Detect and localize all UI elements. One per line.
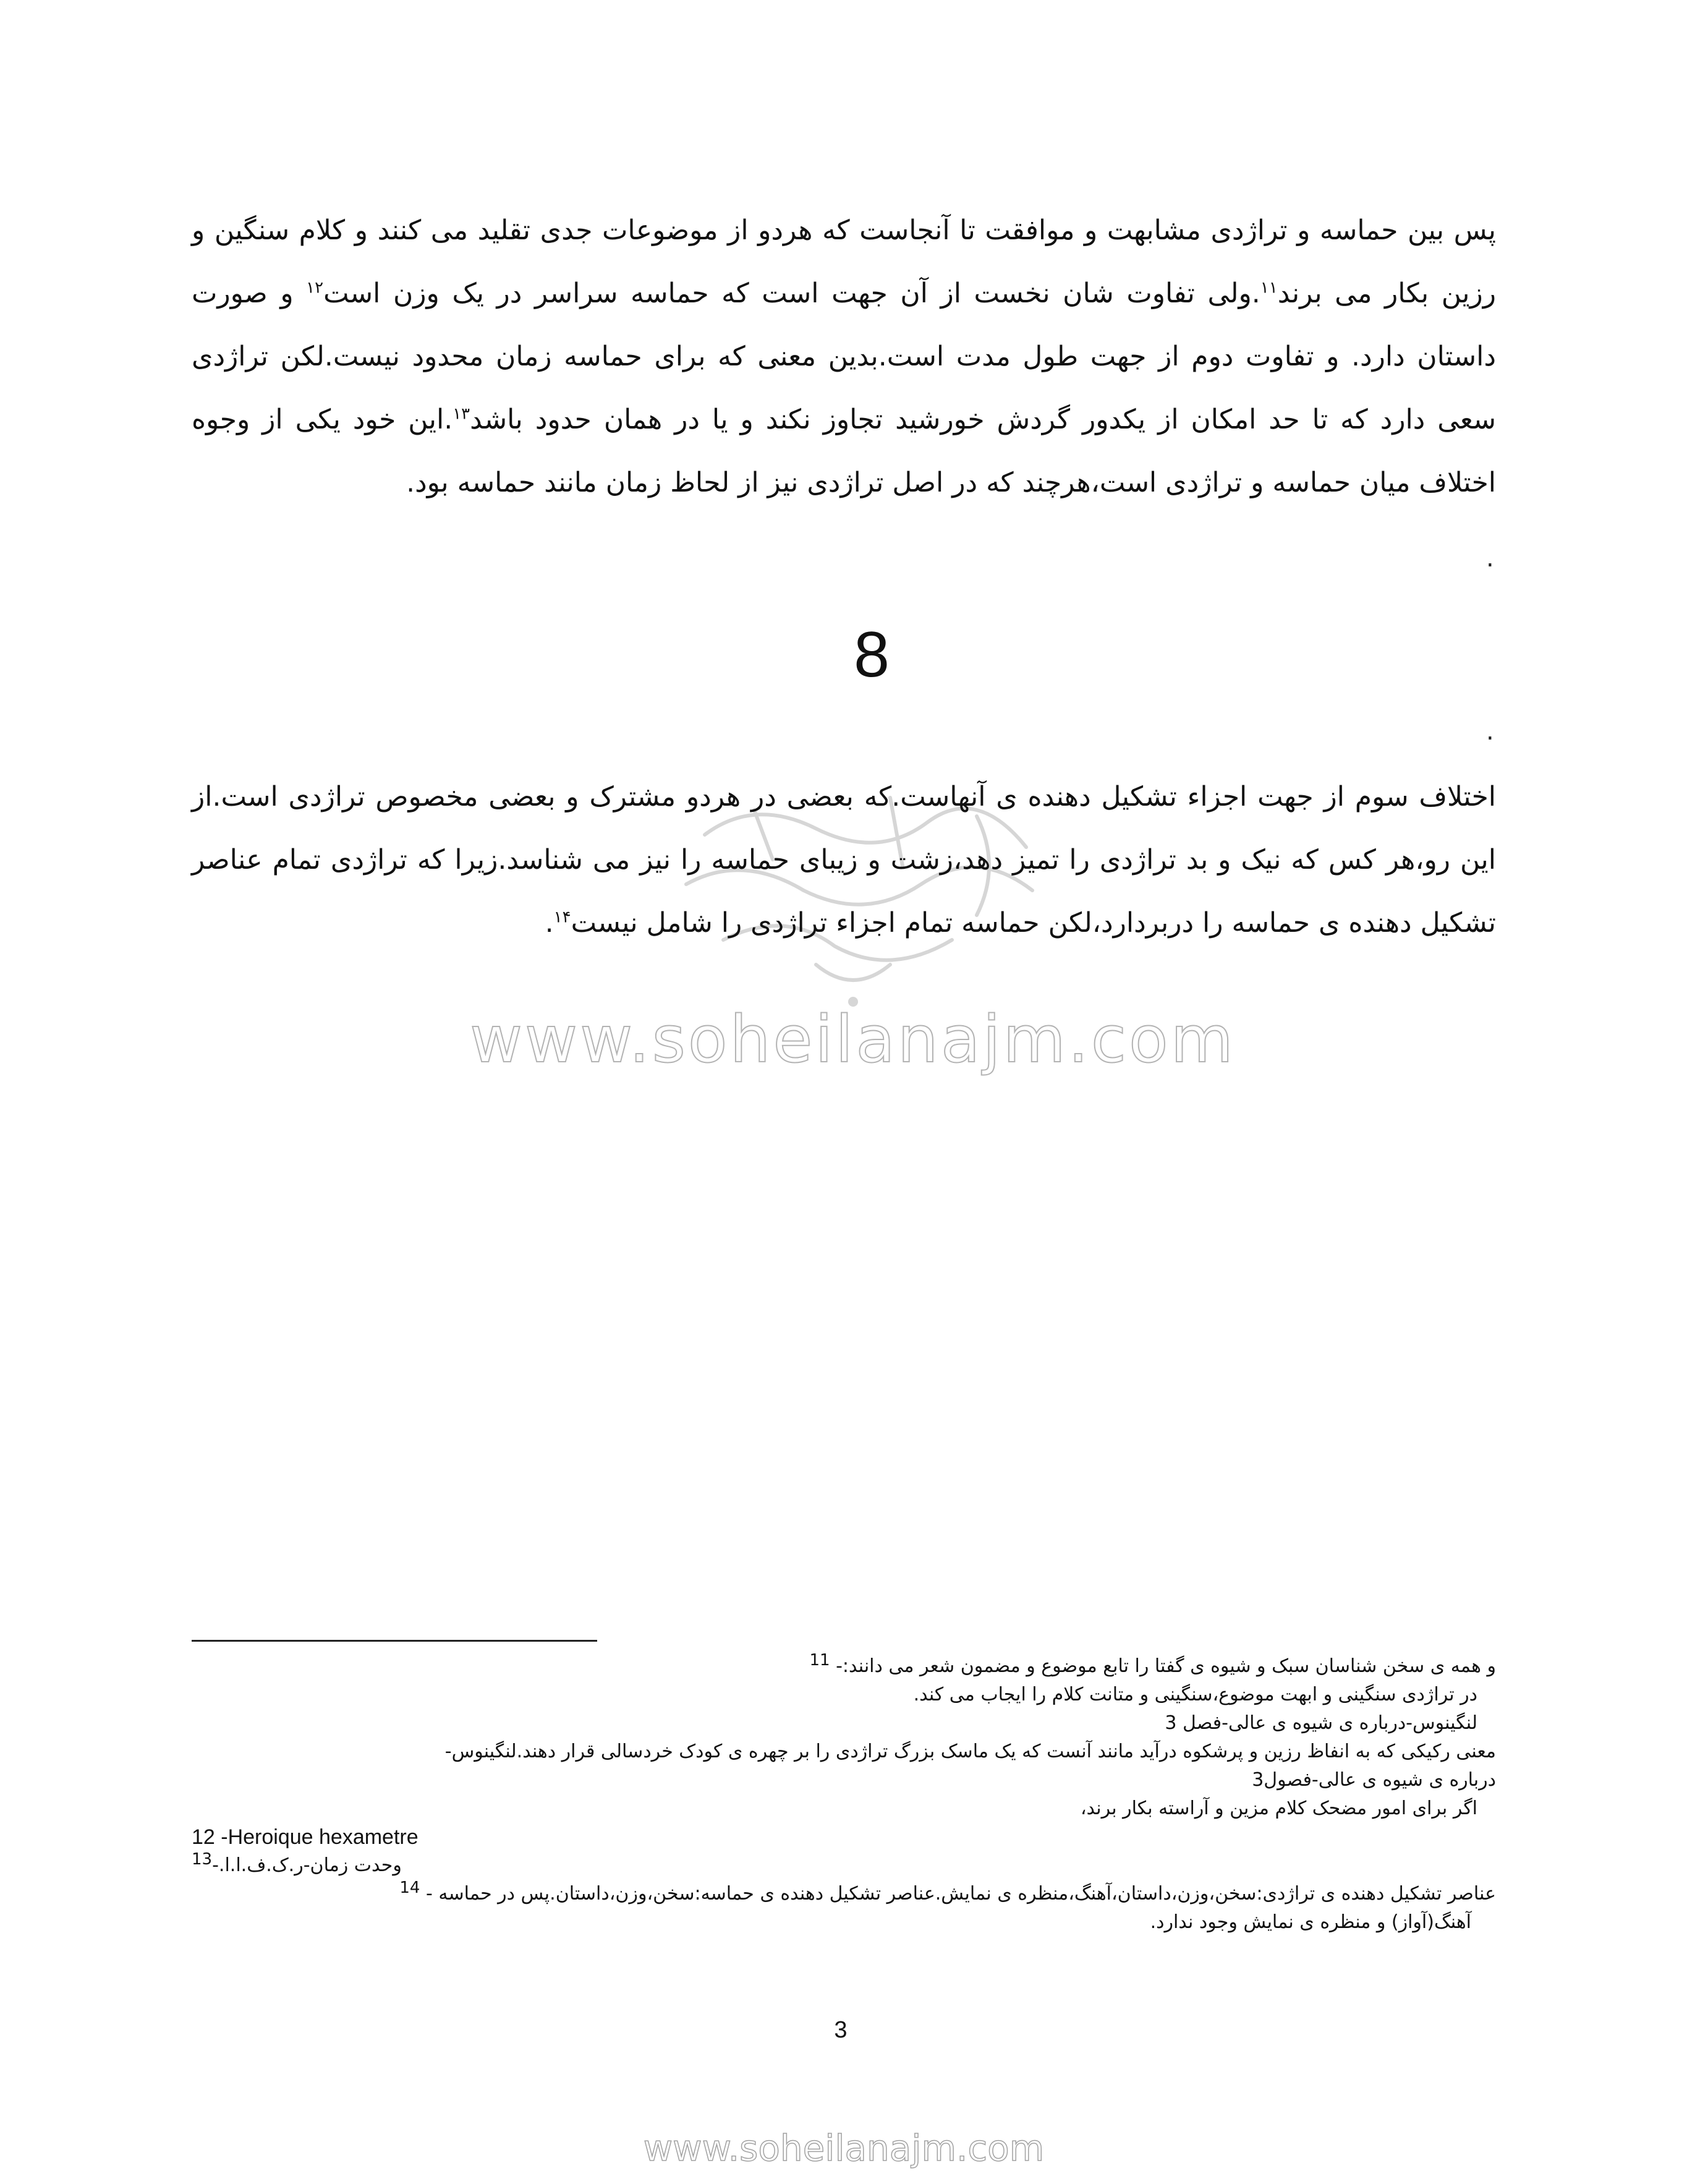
footnote-14-number: 14 bbox=[399, 1880, 420, 1897]
section-number: 8 bbox=[854, 619, 890, 691]
footnote-11-line-2: در تراژدی سنگینی و ابهت موضوع،سنگینی و متانت کلام را ایجاب می کند. bbox=[913, 1684, 1477, 1705]
footnote-11-text: و همه ی سخن شناسان سبک و شیوه ی گفتا را تابع موضوع و مضمون شعر می دانند:- bbox=[836, 1655, 1496, 1677]
footnote-11 bbox=[192, 1652, 1496, 1681]
paragraph-2 bbox=[192, 766, 1496, 955]
footnote-13 bbox=[192, 1851, 1496, 1880]
footnotes bbox=[192, 1652, 1496, 1937]
paragraph-1-text-a: پس بین حماسه و تراژدی مشابهت و موافقت تا آنجاست که هردو از موضوعات جدی تقلید می کنند و کلام سنگین و رزین بکار می برند bbox=[192, 215, 1496, 309]
footnote-11-line-5: درباره ی شیوه ی عالی-فصول3 bbox=[1252, 1769, 1496, 1791]
footnote-ref-13[interactable]: ۱۳ bbox=[453, 404, 470, 424]
footnote-12: 12 -Heroique hexametre bbox=[192, 1825, 419, 1849]
paragraph-1-text-d: .این خود یکی از وجوه اختلاف میان حماسه و تراژدی است،هرچند که در اصل تراژدی نیز از لحاظ زمان مانند حماسه بود. bbox=[192, 404, 1496, 498]
watermark-url: www.soheilanajm.com bbox=[470, 1002, 1236, 1077]
footnote-11-number: 11 bbox=[809, 1652, 830, 1670]
footnote-14-text: عناصر تشکیل دهنده ی تراژدی:سخن،وزن،داستان،آهنگ،منظره ی نمایش.عناصر تشکیل دهنده ی حماسه:سخن،وزن،داستان.پس در حماسه - bbox=[426, 1883, 1496, 1905]
footnote-13-text: وحدت زمان-ر.ک.ف.ا.ا.- bbox=[212, 1854, 402, 1876]
footnote-separator bbox=[192, 1640, 597, 1642]
footnote-13-number: 13 bbox=[192, 1851, 213, 1869]
stray-dot-2: . bbox=[1486, 717, 1494, 746]
paragraph-2-text-b: . bbox=[545, 907, 554, 939]
footnote-ref-11[interactable]: ۱۱ bbox=[1260, 278, 1278, 297]
footnote-ref-14[interactable]: ۱۴ bbox=[553, 908, 571, 927]
paragraph-2-text-a: اختلاف سوم از جهت اجزاء تشکیل دهنده ی آنهاست.که بعضی در هردو مشترک و بعضی مخصوص تراژدی است.از این رو،هر کس که نیک و بد تراژدی را تمیز دهد،زشت و زیبای حماسه را نیز می شناسد.زیرا که تراژدی تمام عناصر تشکیل دهنده ی حماسه را دربردارد،لکن حماسه تمام اجزاء تراژدی را شامل نیست bbox=[192, 781, 1496, 939]
stray-dot-1: . bbox=[1486, 544, 1494, 573]
footnote-11-line-6: اگر برای امور مضحک کلام مزین و آراسته بکار برند، bbox=[1080, 1798, 1477, 1819]
footnote-11-line-4: معنی رکیکی که به انفاظ رزین و پرشکوه درآید مانند آنست که یک ماسک بزرگ تراژدی را بر چهره ی کودک خردسالی قرار دهند.لنگینوس- bbox=[444, 1741, 1496, 1762]
footnote-ref-12[interactable]: ۱۲ bbox=[306, 278, 324, 297]
footnote-11-line-3: لنگینوس-درباره ی شیوه ی عالی-فصل 3 bbox=[1165, 1712, 1477, 1734]
page-number: 3 bbox=[834, 2017, 848, 2043]
paragraph-1-text-b: .ولی تفاوت شان نخست از آن جهت است که حماسه سراسر در یک وزن است bbox=[323, 278, 1260, 309]
footer-watermark-url: www.soheilanajm.com bbox=[643, 2127, 1045, 2169]
footnote-14 bbox=[192, 1880, 1496, 1908]
footnote-14-line-2: آهنگ(آواز) و منظره ی نمایش وجود ندارد. bbox=[1150, 1911, 1471, 1933]
paragraph-1-text-c: و صورت داستان دارد. و تفاوت دوم از جهت طول مدت است.بدین معنی که برای حماسه زمان محدود نیست.لکن تراژدی سعی دارد که تا حد امکان از یکدور گردش خورشید تجاوز نکند و یا در همان حدود باشد bbox=[192, 278, 1496, 435]
paragraph-1 bbox=[192, 199, 1496, 514]
